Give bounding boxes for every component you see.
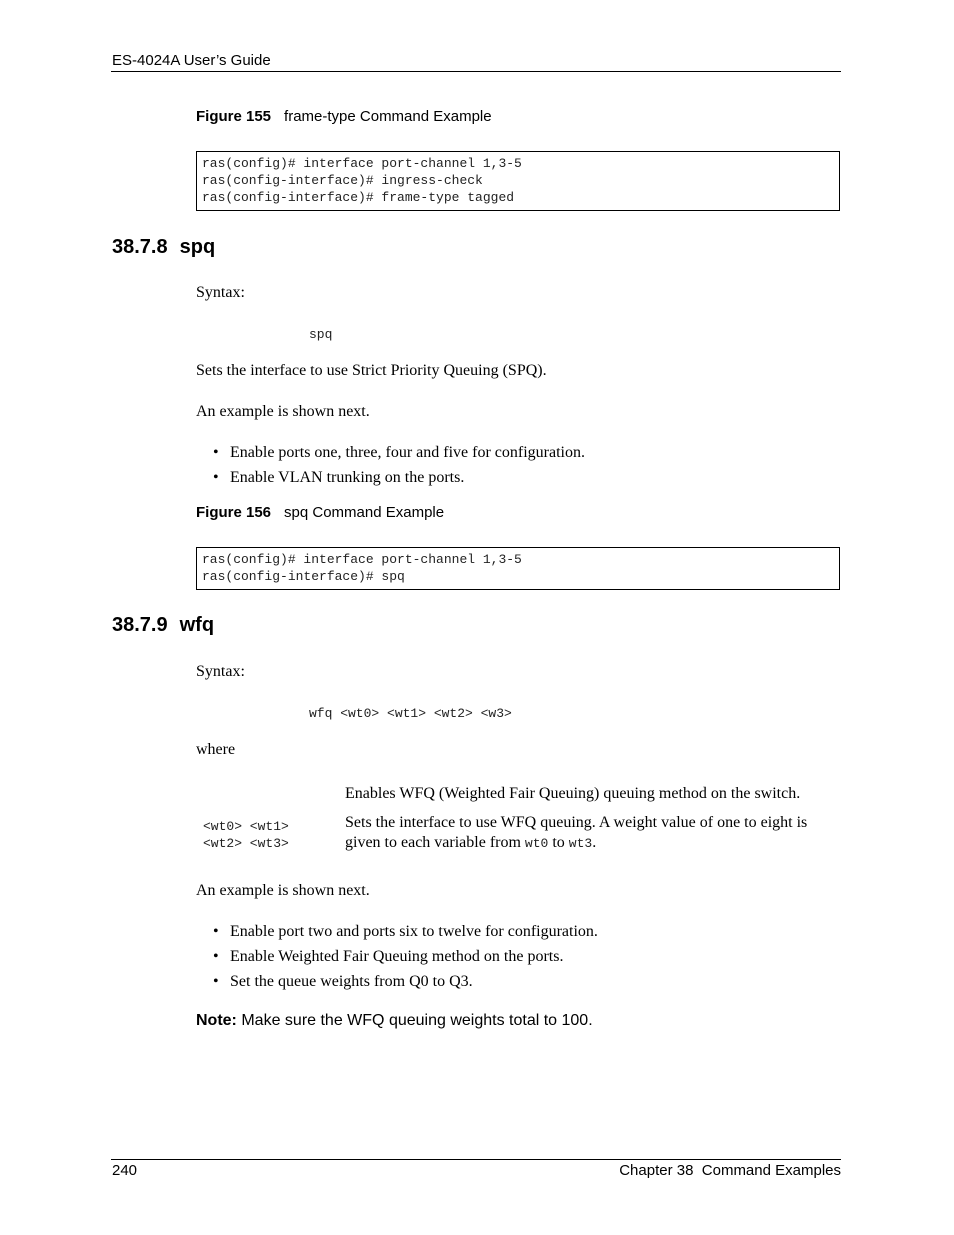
figure-156-title: spq Command Example bbox=[284, 504, 445, 521]
inline-code: wt3 bbox=[568, 836, 593, 851]
section-heading-spq bbox=[112, 236, 215, 259]
example-intro: An example is shown next. bbox=[196, 882, 370, 899]
table-row bbox=[196, 784, 842, 813]
syntax-code: spq bbox=[309, 327, 333, 342]
header-rule bbox=[111, 71, 841, 72]
section-title: spq bbox=[179, 236, 216, 258]
param-name: <wt0> <wt1> <wt2> <wt3> bbox=[203, 819, 289, 851]
param-name bbox=[196, 784, 345, 813]
table-row bbox=[196, 813, 842, 854]
code-line: ras(config)# interface port-channel 1,3-5 bbox=[202, 156, 522, 171]
syntax-code: wfq <wt0> <wt1> <wt2> <w3> bbox=[309, 706, 512, 721]
bullet-list bbox=[213, 919, 598, 994]
list-item: • Enable ports one, three, four and five for configuration. bbox=[213, 440, 585, 465]
page-number: 240 bbox=[112, 1162, 138, 1179]
figure-155-caption bbox=[196, 108, 492, 125]
param-desc-text: . bbox=[592, 834, 597, 851]
figure-156-caption bbox=[196, 504, 444, 521]
code-line: ras(config-interface)# frame-type tagged bbox=[202, 190, 515, 205]
description-text: Sets the interface to use Strict Priority Queuing (SPQ). bbox=[196, 362, 547, 379]
chapter-title: Chapter 38 Command Examples bbox=[619, 1162, 841, 1179]
note-text: Make sure the WFQ queuing weights total to 100. bbox=[241, 1012, 593, 1029]
param-desc-text: to bbox=[548, 834, 569, 851]
bullet-list bbox=[213, 440, 585, 490]
list-item: • Enable VLAN trunking on the ports. bbox=[213, 465, 585, 490]
section-title: wfq bbox=[179, 614, 215, 636]
param-desc-text: Sets the interface to use WFQ queuing. A weight value of one to eight is given to each variable from bbox=[345, 814, 808, 851]
list-item: • Enable Weighted Fair Queuing method on the ports. bbox=[213, 944, 598, 969]
code-line: ras(config)# interface port-channel 1,3-5 bbox=[202, 552, 522, 567]
running-header: ES-4024A User’s Guide bbox=[112, 52, 271, 69]
figure-156-code-box bbox=[196, 547, 840, 590]
footer-rule bbox=[111, 1159, 841, 1160]
syntax-label: Syntax: bbox=[196, 663, 245, 680]
section-number: 38.7.9 bbox=[112, 614, 168, 636]
code-line: ras(config-interface)# ingress-check bbox=[202, 173, 483, 188]
list-item: • Enable port two and ports six to twelve for configuration. bbox=[213, 919, 598, 944]
figure-155-number: Figure 155 bbox=[196, 108, 272, 125]
figure-155-title: frame-type Command Example bbox=[284, 108, 492, 125]
where-label: where bbox=[196, 741, 236, 758]
figure-155-code-box bbox=[196, 151, 840, 211]
example-intro: An example is shown next. bbox=[196, 403, 370, 420]
section-heading-wfq bbox=[112, 614, 214, 637]
param-description: Enables WFQ (Weighted Fair Queuing) queuing method on the switch. bbox=[345, 785, 801, 802]
inline-code: wt0 bbox=[524, 836, 549, 851]
syntax-label: Syntax: bbox=[196, 284, 245, 301]
parameter-table bbox=[196, 784, 842, 854]
note bbox=[196, 1012, 593, 1030]
param-description bbox=[345, 813, 842, 854]
figure-156-number: Figure 156 bbox=[196, 504, 272, 521]
code-line: ras(config-interface)# spq bbox=[202, 569, 405, 584]
list-item: • Set the queue weights from Q0 to Q3. bbox=[213, 969, 598, 994]
note-label: Note: bbox=[196, 1012, 237, 1029]
section-number: 38.7.8 bbox=[112, 236, 168, 258]
